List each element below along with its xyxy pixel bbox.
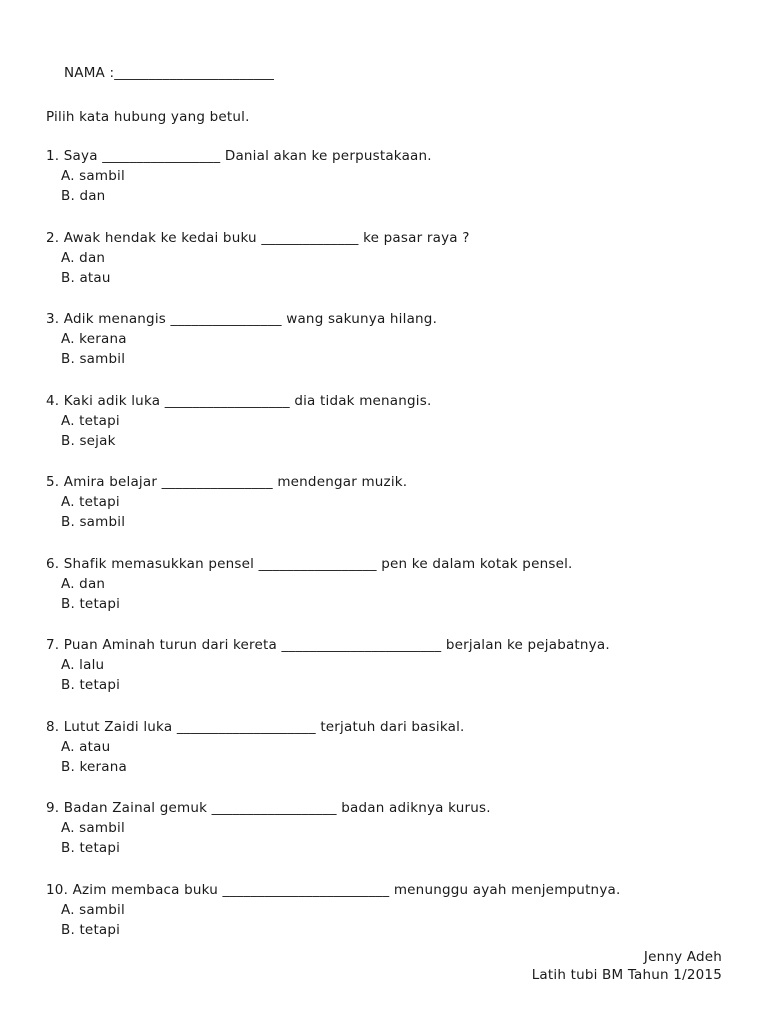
question-stem-after: dia tidak menangis.: [294, 393, 432, 409]
question-stem-after: mendengar muzik.: [277, 474, 408, 490]
option-a: A. sambil: [61, 902, 125, 918]
question-number: 4.: [46, 393, 60, 409]
question-stem-before: Amira belajar: [63, 474, 158, 490]
question: [46, 392, 431, 410]
answer-blank: ________________: [161, 474, 273, 490]
option-a: A. tetapi: [61, 494, 120, 510]
question-number: 7.: [46, 637, 60, 653]
answer-blank: _______________________: [281, 637, 442, 653]
question-stem-after: pen ke dalam kotak pensel.: [381, 556, 573, 572]
answer-blank: __________________: [211, 800, 337, 816]
option-a: A. kerana: [61, 331, 127, 347]
question-stem-after: ke pasar raya ?: [363, 230, 470, 246]
option-a: A. sambil: [61, 168, 125, 184]
option-b: B. sambil: [61, 351, 126, 367]
question: [46, 555, 573, 573]
answer-blank: __________________: [164, 393, 290, 409]
question-stem-before: Shafik memasukkan pensel: [63, 556, 255, 572]
question-number: 9.: [46, 800, 60, 816]
question-number: 6.: [46, 556, 60, 572]
question-stem-after: Danial akan ke perpustakaan.: [224, 148, 432, 164]
question-number: 5.: [46, 474, 60, 490]
option-b: B. tetapi: [61, 840, 121, 856]
option-a: A. lalu: [61, 657, 105, 673]
question: [46, 229, 470, 247]
question-number: 1.: [46, 148, 60, 164]
question-stem-after: menunggu ayah menjemputnya.: [393, 882, 621, 898]
option-b: B. atau: [61, 270, 111, 286]
question-stem-before: Kaki adik luka: [63, 393, 161, 409]
question: [46, 147, 432, 165]
footer-author: Jenny Adeh: [643, 949, 722, 965]
question-stem-before: Badan Zainal gemuk: [63, 800, 208, 816]
option-a: A. dan: [61, 576, 106, 592]
answer-blank: ____________________: [176, 719, 316, 735]
question: [46, 881, 620, 899]
option-a: A. tetapi: [61, 413, 120, 429]
option-b: B. tetapi: [61, 596, 121, 612]
question: [46, 718, 465, 736]
question-stem-after: terjatuh dari basikal.: [320, 719, 465, 735]
question: [46, 799, 491, 817]
answer-blank: ______________: [261, 230, 359, 246]
question-stem-before: Lutut Zaidi luka: [63, 719, 173, 735]
question: [46, 310, 437, 328]
option-b: B. sejak: [61, 433, 116, 449]
option-a: A. sambil: [61, 820, 125, 836]
name-line: [46, 46, 274, 100]
option-b: B. tetapi: [61, 677, 121, 693]
option-a: A. dan: [61, 250, 106, 266]
question-stem-after: wang sakunya hilang.: [286, 311, 438, 327]
question-stem-before: Saya: [63, 148, 98, 164]
question-number: 3.: [46, 311, 60, 327]
question-number: 2.: [46, 230, 60, 246]
answer-blank: _________________: [102, 148, 221, 164]
option-b: B. sambil: [61, 514, 126, 530]
instruction: Pilih kata hubung yang betul.: [46, 109, 250, 125]
question-stem-before: Adik menangis: [63, 311, 167, 327]
question: [46, 636, 610, 654]
answer-blank: ________________: [170, 311, 282, 327]
footer-subtitle: Latih tubi BM Tahun 1/2015: [531, 967, 722, 983]
question-stem-before: Awak hendak ke kedai buku: [63, 230, 257, 246]
option-b: B. kerana: [61, 759, 127, 775]
name-blank: _______________________: [114, 65, 275, 81]
option-b: B. dan: [61, 188, 106, 204]
question-stem-after: badan adiknya kurus.: [341, 800, 491, 816]
question: [46, 473, 407, 491]
question-number: 10.: [46, 882, 69, 898]
name-label: NAMA :: [63, 65, 115, 81]
question-stem-before: Puan Aminah turun dari kereta: [63, 637, 277, 653]
question-number: 8.: [46, 719, 60, 735]
option-a: A. atau: [61, 739, 111, 755]
question-stem-before: Azim membaca buku: [72, 882, 219, 898]
option-b: B. tetapi: [61, 922, 121, 938]
answer-blank: _________________: [258, 556, 377, 572]
question-stem-after: berjalan ke pejabatnya.: [445, 637, 610, 653]
answer-blank: ________________________: [222, 882, 390, 898]
